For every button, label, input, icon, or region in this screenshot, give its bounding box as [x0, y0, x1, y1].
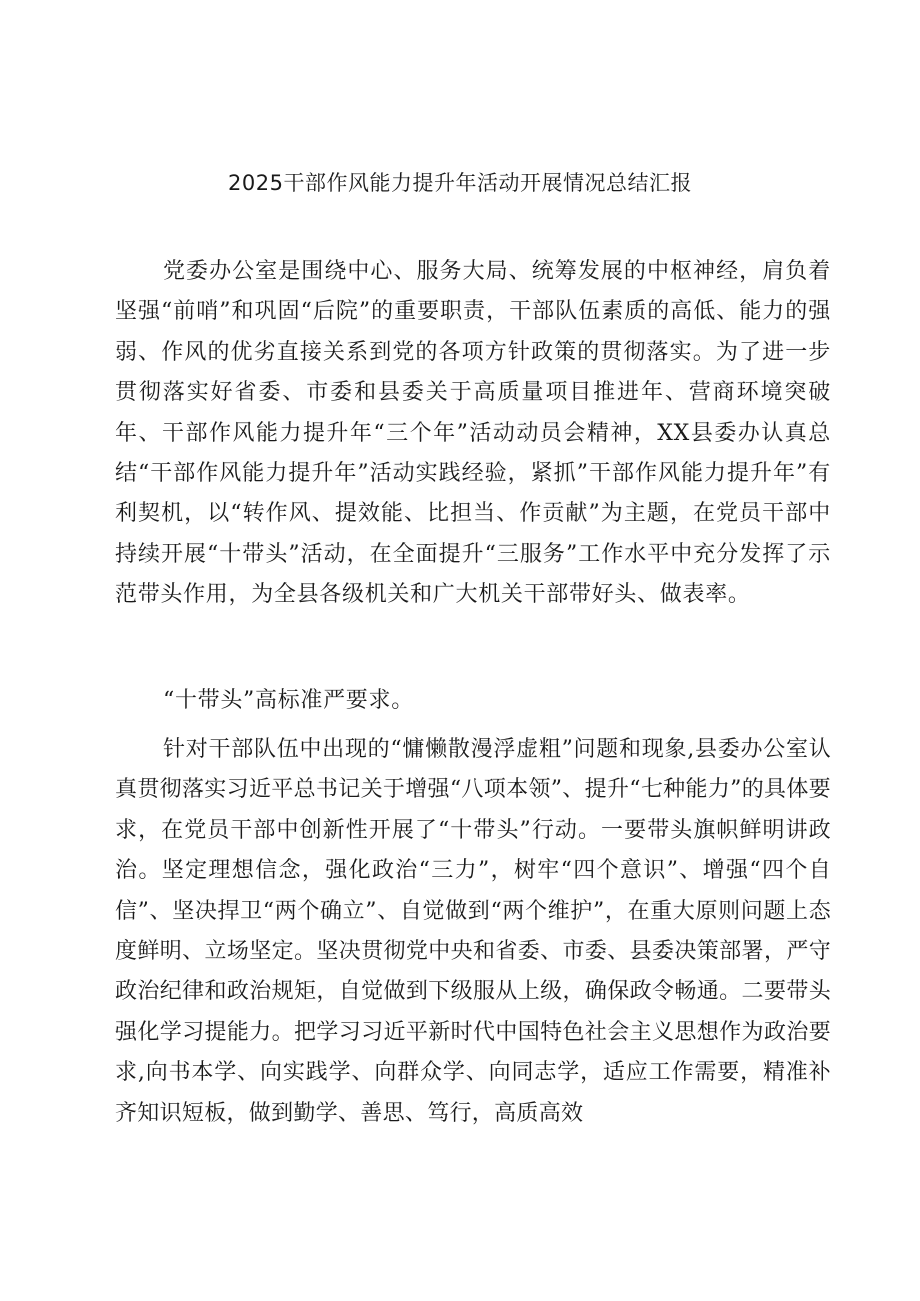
section-heading: “十带头”高标准严要求。 [163, 688, 414, 713]
body-paragraph: 针对干部队伍中出现的“慵懒散漫浮虚粗”问题和现象,县委办公室认真贯彻落实习近平总书记关于增强“八项本领”、提升“七种能力”的具体要求，在党员干部中创新性开展了“十带头”行动。一要带头旗帜鲜明讲政治。坚定理想信念，强化政治“三力”，树牢“四个意识”、增强“四个自信”、坚决捍卫“两个确立”、自觉做到“两个维护”，在重大原则问题上态度鲜明、立场坚定。坚决贯彻党中央和省委、市委、县委决策部署，严守政治纪律和政治规矩，自觉做到下级服从上级，确保政令畅通。二要带头强化学习提能力。把学习习近平新时代中国特色社会主义思想作为政治要求,向书本学、向实践学、向群众学、向同志学，适应工作需要，精准补齐知识短板，做到勤学、善思、笃行，高质高效 [115, 737, 831, 1126]
document-title: 2025干部作风能力提升年活动开展情况总结汇报 [228, 171, 692, 195]
intro-paragraph: 党委办公室是围绕中心、服务大局、统筹发展的中枢神经，肩负着坚强“前哨”和巩固“后院”的重要职责，干部队伍素质的高低、能力的强弱、作风的优劣直接关系到党的各项方针政策的贯彻落实。为了进一步贯彻落实好省委、市委和县委关于高质量项目推进年、营商环境突破年、干部作风能力提升年“三个年”活动动员会精神，XX县委办认真总结“干部作风能力提升年”活动实践经验，紧抓”干部作风能力提升年”有利契机，以“转作风、提效能、比担当、作贡献”为主题，在党员干部中持续开展“十带头”活动，在全面提升“三服务”工作水平中充分发挥了示范带头作用，为全县各级机关和广大机关干部带好头、做表率。 [115, 259, 831, 608]
